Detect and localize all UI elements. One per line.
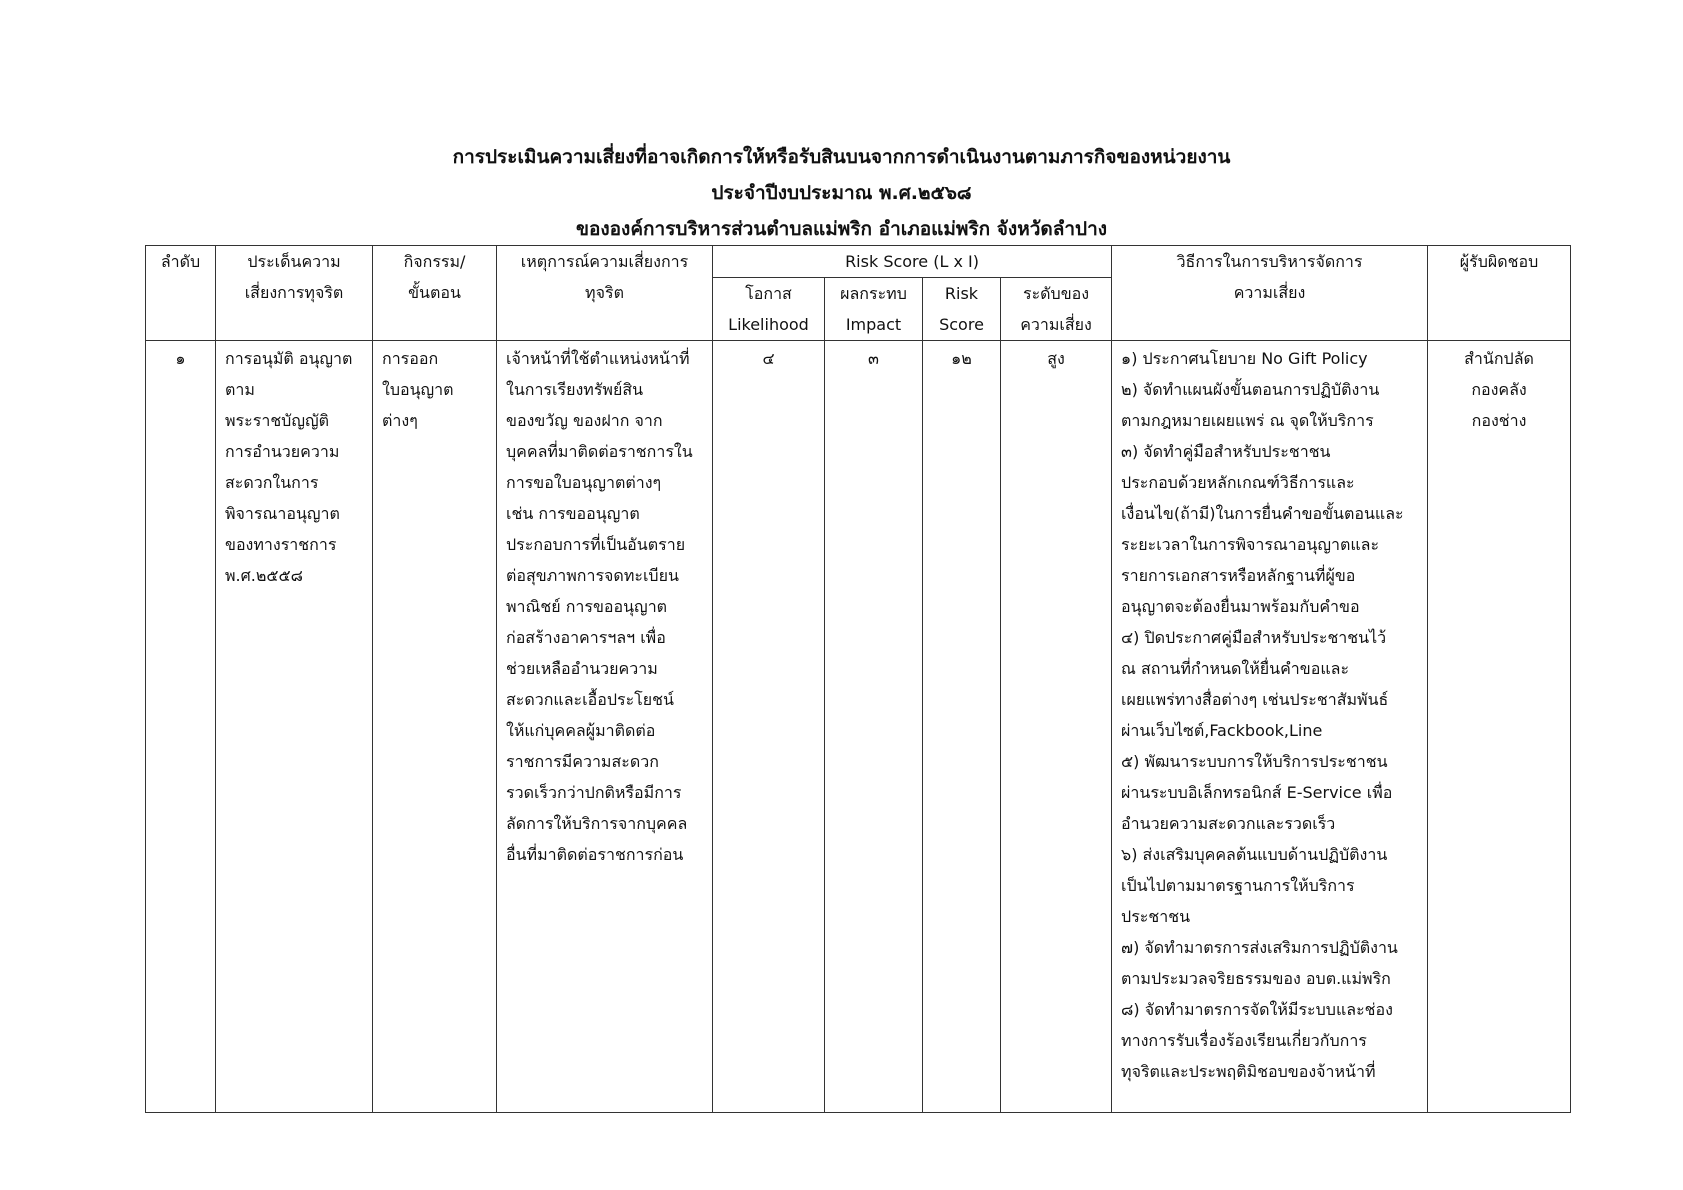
- header-likelihood-line: โอกาส: [745, 284, 792, 303]
- cell-impact: ๓: [825, 341, 923, 1113]
- event-line: บุคคลที่มาติดต่อราชการใน: [506, 442, 693, 461]
- header-level-line: ระดับของ: [1022, 284, 1090, 303]
- method-line: ผ่านระบบอิเล็กทรอนิกส์ E-Service เพื่อ: [1121, 783, 1393, 802]
- method-line: ๑) ประกาศนโยบาย No Gift Policy: [1121, 349, 1368, 368]
- method-line: ๒) จัดทำแผนผังขั้นตอนการปฏิบัติงาน: [1121, 380, 1380, 399]
- responsible-line: กองช่าง: [1471, 411, 1527, 430]
- issue-line: พระราชบัญญัติ: [225, 411, 329, 430]
- header-event-line: ทุจริต: [585, 283, 624, 302]
- method-line: เงื่อนไข(ถ้ามี)ในการยื่นคำขอขั้นตอนและ: [1121, 504, 1404, 523]
- cell-order: ๑: [146, 341, 216, 1113]
- activity-line: การออก: [382, 349, 439, 368]
- method-line: ๖) ส่งเสริมบุคคลต้นแบบด้านปฏิบัติงาน: [1121, 845, 1388, 864]
- event-line: ให้แก่บุคคลผู้มาติดต่อ: [506, 721, 656, 740]
- event-line: อื่นที่มาติดต่อราชการก่อน: [506, 845, 684, 864]
- cell-method: [1112, 341, 1428, 1113]
- header-risk-score: Risk Score (L x I): [713, 246, 1112, 278]
- event-line: ในการเรียงทรัพย์สิน: [506, 380, 644, 399]
- event-line: ช่วยเหลืออำนวยความ: [506, 659, 658, 678]
- method-line: ทุจริตและประพฤติมิชอบของจ้าหน้าที่: [1121, 1062, 1376, 1081]
- event-line: ประกอบการที่เป็นอันตราย: [506, 535, 686, 554]
- cell-event: [497, 341, 713, 1113]
- event-line: ก่อสร้างอาคารฯลฯ เพื่อ: [506, 628, 666, 647]
- cell-issue: [216, 341, 373, 1113]
- issue-line: การอนุมัติ อนุญาต: [225, 349, 353, 368]
- cell-score: ๑๒: [923, 341, 1001, 1113]
- header-issue: [216, 246, 373, 341]
- header-score: [923, 278, 1001, 341]
- method-line: อำนวยความสะดวกและรวดเร็ว: [1121, 814, 1336, 833]
- event-line: การขอใบอนุญาตต่างๆ: [506, 473, 662, 492]
- header-impact-line: ผลกระทบ: [840, 284, 907, 303]
- header-activity: [373, 246, 497, 341]
- event-line: เจ้าหน้าที่ใช้ตำแหน่งหน้าที่: [506, 349, 690, 368]
- header-responsible: ผู้รับผิดชอบ: [1428, 246, 1571, 341]
- header-level: [1001, 278, 1112, 341]
- method-line: ผ่านเว็บไซต์,Fackbook,Line: [1121, 721, 1323, 740]
- header-method-line: วิธีการในการบริหารจัดการ: [1176, 252, 1363, 271]
- document-title-line2: ประจำปีงบประมาณ พ.ศ.๒๕๖๘: [711, 182, 972, 204]
- method-line: เป็นไปตามมาตรฐานการให้บริการ: [1121, 876, 1355, 895]
- issue-line: สะดวกในการ: [225, 473, 319, 492]
- method-line: เผยแพร่ทางสื่อต่างๆ เช่นประชาสัมพันธ์: [1121, 690, 1389, 709]
- document-title-line3: ขององค์การบริหารส่วนตำบลแม่พริก อำเภอแม่พริก จังหวัดลำปาง: [575, 218, 1108, 240]
- issue-line: การอำนวยความ: [225, 442, 340, 461]
- method-line: ตามกฎหมายเผยแพร่ ณ จุดให้บริการ: [1121, 411, 1374, 430]
- responsible-line: สำนักปลัด: [1464, 349, 1534, 368]
- activity-line: ใบอนุญาต: [382, 380, 454, 399]
- header-issue-line: ประเด็นความ: [247, 252, 341, 271]
- header-likelihood-line: Likelihood: [728, 315, 809, 334]
- cell-responsible: [1428, 341, 1571, 1113]
- header-score-line: Risk: [944, 284, 979, 303]
- header-activity-line: กิจกรรม/: [403, 252, 466, 271]
- issue-line: ตาม: [225, 380, 255, 399]
- risk-assessment-table: [145, 245, 1571, 1113]
- header-score-line: Score: [939, 315, 984, 334]
- activity-line: ต่างๆ: [382, 411, 418, 430]
- responsible-line: กองคลัง: [1471, 380, 1527, 399]
- method-line: ๕) พัฒนาระบบการให้บริการประชาชน: [1121, 752, 1388, 771]
- method-line: ตามประมวลจริยธรรมของ อบต.แม่พริก: [1121, 969, 1391, 988]
- header-event: [497, 246, 713, 341]
- method-line: ประกอบด้วยหลักเกณฑ์วิธีการและ: [1121, 473, 1355, 492]
- event-line: ต่อสุขภาพการจดทะเบียน: [506, 566, 679, 585]
- cell-level: สูง: [1001, 341, 1112, 1113]
- method-line: ๘) จัดทำมาตรการจัดให้มีระบบและช่อง: [1121, 1000, 1393, 1019]
- event-line: พาณิชย์ การขออนุญาต: [506, 597, 668, 616]
- issue-line: พิจารณาอนุญาต: [225, 504, 340, 523]
- method-line: ระยะเวลาในการพิจารณาอนุญาตและ: [1121, 535, 1380, 554]
- cell-likelihood: ๔: [713, 341, 825, 1113]
- header-method-line: ความเสี่ยง: [1233, 283, 1306, 302]
- issue-line: ของทางราชการ: [225, 535, 337, 554]
- header-order: ลำดับ: [146, 246, 216, 341]
- header-impact-line: Impact: [845, 315, 902, 334]
- issue-line: พ.ศ.๒๕๕๘: [225, 566, 303, 585]
- header-level-line: ความเสี่ยง: [1020, 315, 1092, 334]
- method-line: ณ สถานที่กำหนดให้ยื่นคำขอและ: [1121, 659, 1350, 678]
- method-line: อนุญาตจะต้องยื่นมาพร้อมกับคำขอ: [1121, 597, 1360, 616]
- method-line: ๗) จัดทำมาตรการส่งเสริมการปฏิบัติงาน: [1121, 938, 1398, 957]
- event-line: ของขวัญ ของฝาก จาก: [506, 411, 663, 430]
- method-line: ๔) ปิดประกาศคู่มือสำหรับประชาชนไว้: [1121, 628, 1387, 647]
- cell-activity: [373, 341, 497, 1113]
- method-line: รายการเอกสารหรือหลักฐานที่ผู้ขอ: [1121, 566, 1356, 585]
- event-line: สะดวกและเอื้อประโยชน์: [506, 690, 674, 709]
- table-row: [146, 341, 1571, 1113]
- event-line: ลัดการให้บริการจากบุคคล: [506, 814, 688, 833]
- event-line: ราชการมีความสะดวก: [506, 752, 659, 771]
- document-title-line1: การประเมินความเสี่ยงที่อาจเกิดการให้หรือรับสินบนจากการดำเนินงานตามภารกิจของหน่วยงาน: [452, 146, 1231, 168]
- event-line: เช่น การขออนุญาต: [506, 504, 640, 523]
- header-event-line: เหตุการณ์ความเสี่ยงการ: [520, 252, 689, 271]
- method-line: ประชาชน: [1121, 907, 1191, 926]
- header-impact: [825, 278, 923, 341]
- method-line: ๓) จัดทำคู่มือสำหรับประชาชน: [1121, 442, 1331, 461]
- header-likelihood: [713, 278, 825, 341]
- header-method: [1112, 246, 1428, 341]
- header-issue-line: เสี่ยงการทุจริต: [244, 283, 344, 302]
- header-activity-line: ขั้นตอน: [408, 283, 461, 302]
- method-line: ทางการรับเรื่องร้องเรียนเกี่ยวกับการ: [1121, 1031, 1367, 1050]
- event-line: รวดเร็วกว่าปกติหรือมีการ: [506, 783, 682, 802]
